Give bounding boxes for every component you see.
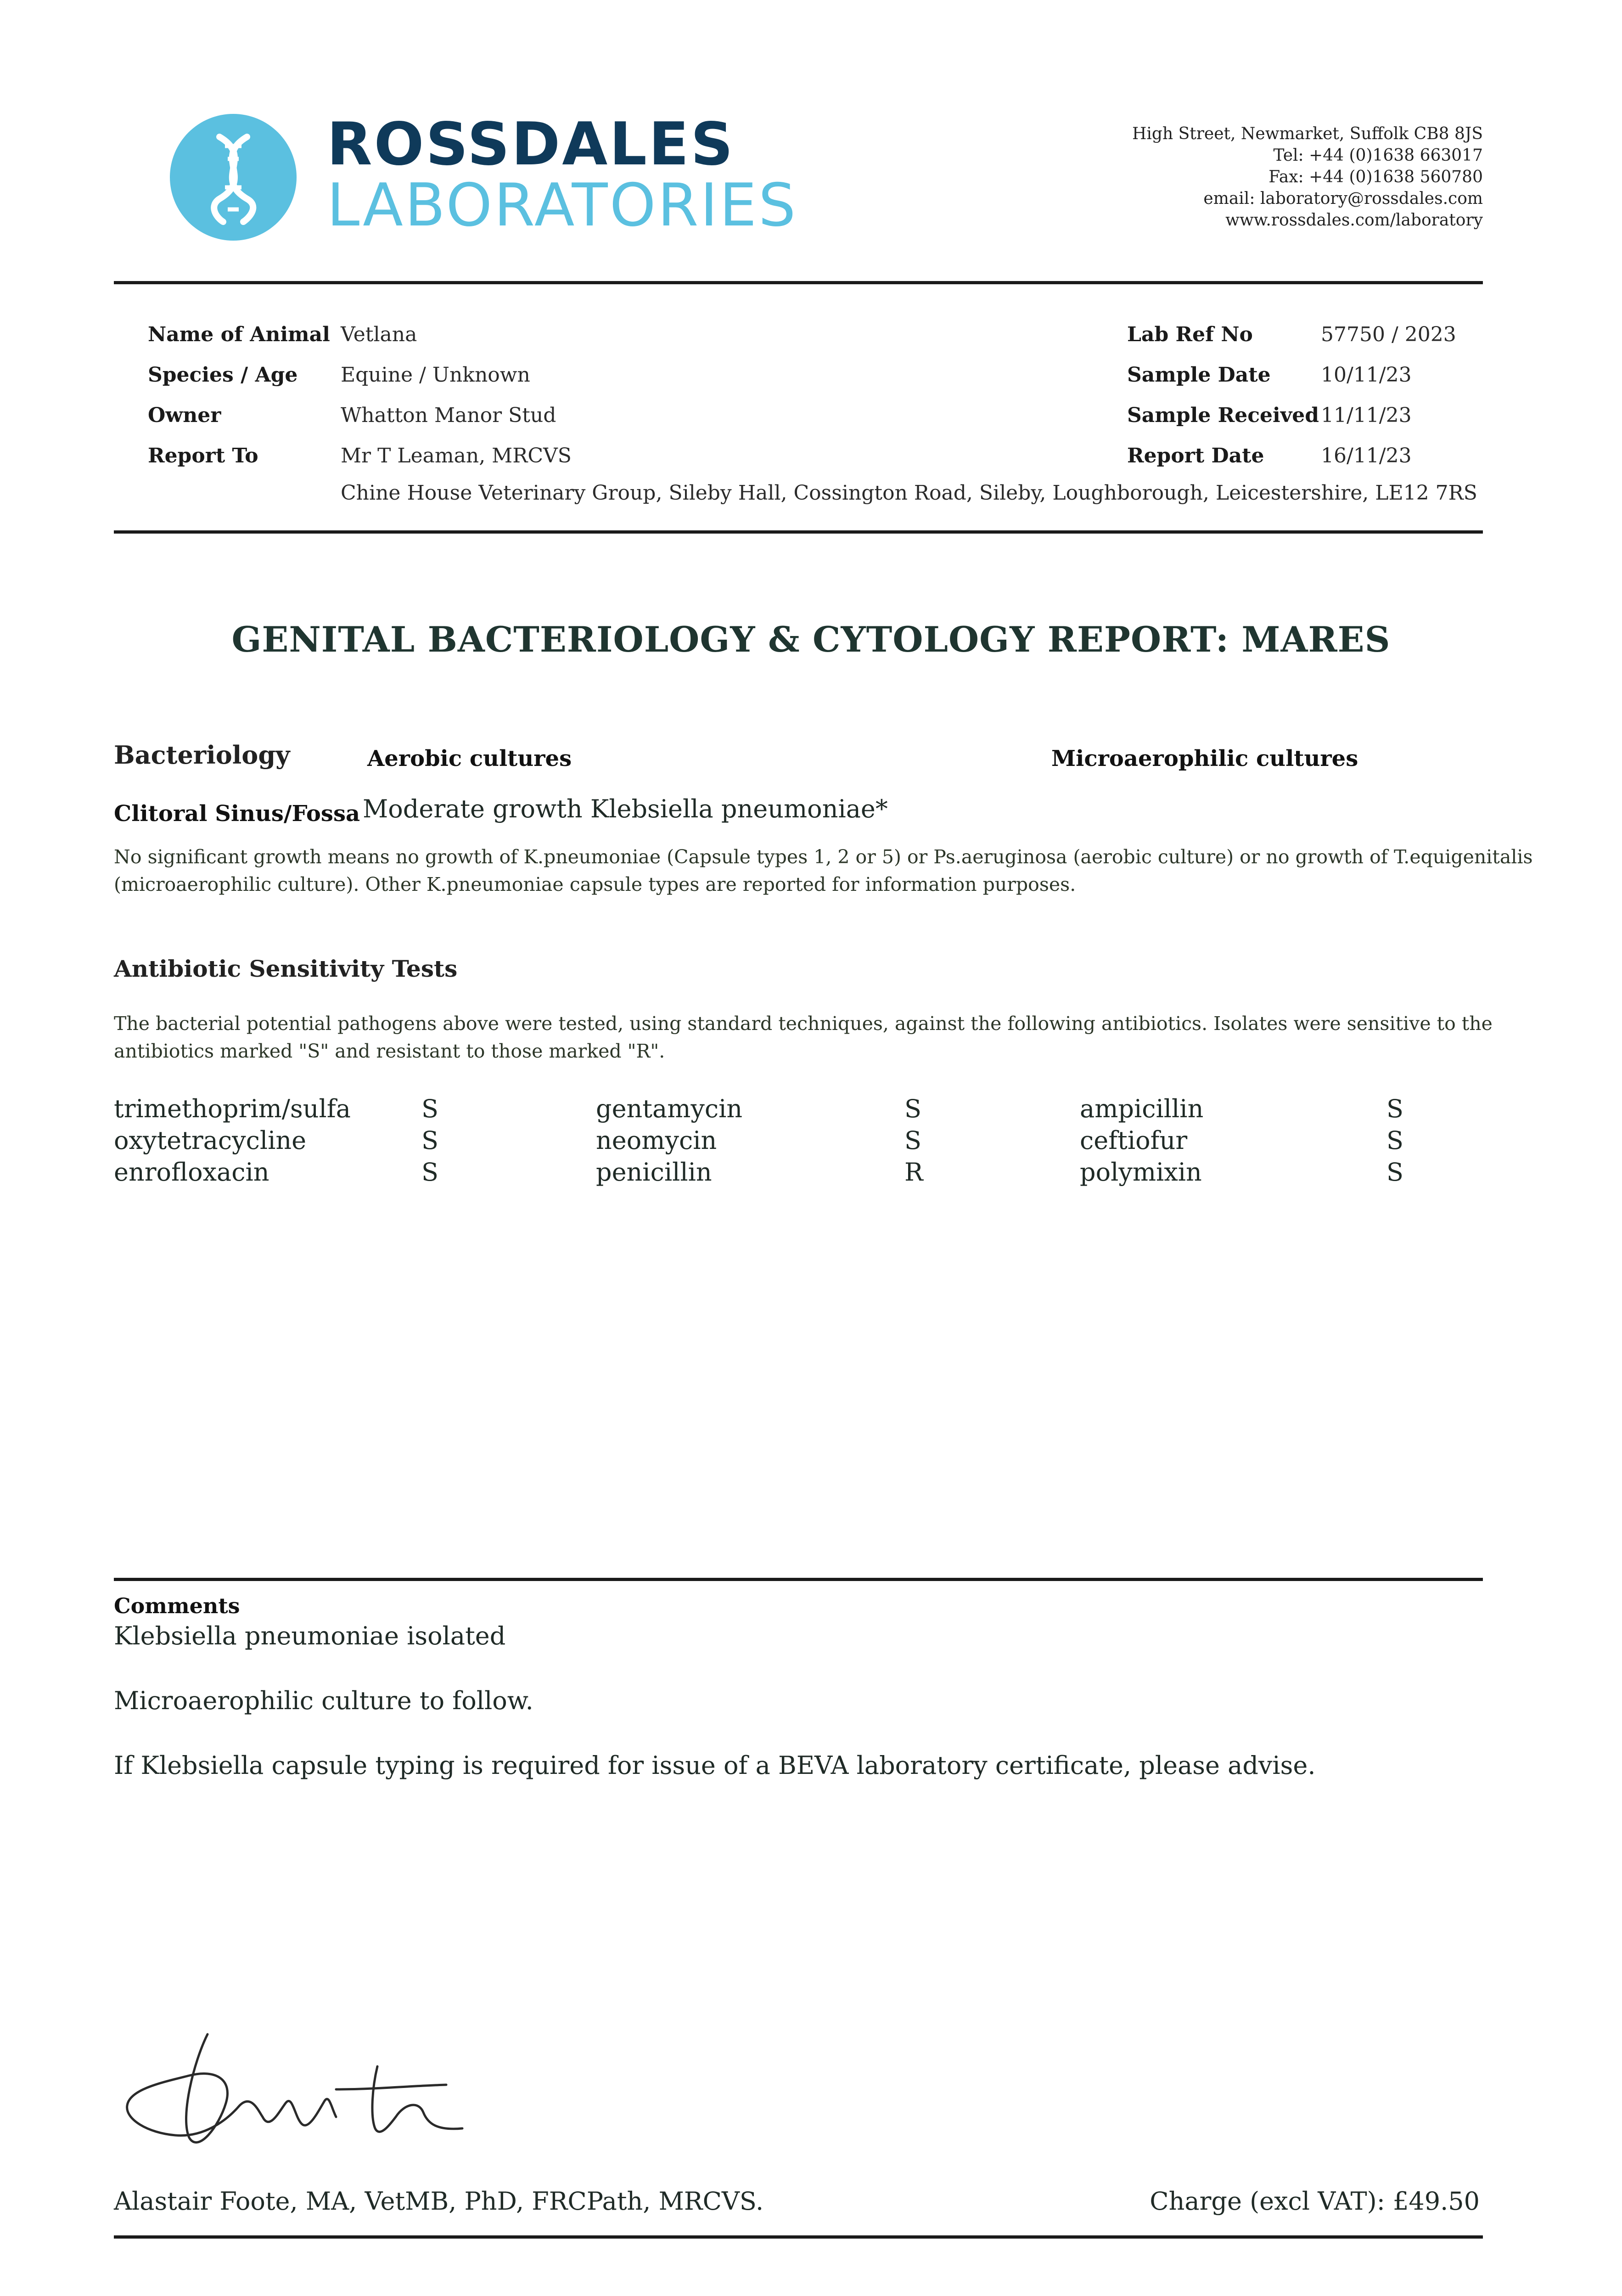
antibiotic-result: S: [904, 1094, 921, 1123]
sample-received-label: Sample Received: [1127, 404, 1319, 427]
antibiotic-name: neomycin: [596, 1126, 717, 1155]
logo: [170, 114, 297, 241]
phone-line: Tel: +44 (0)1638 663017: [1273, 146, 1483, 165]
aerobic-heading: Aerobic cultures: [367, 746, 572, 771]
aerobic-result: Moderate growth Klebsiella pneumoniae*: [363, 794, 888, 823]
bacteriology-note: [114, 843, 1533, 898]
antibiotic-result: S: [904, 1126, 921, 1155]
report-date-value: 16/11/23: [1321, 444, 1412, 467]
brand-name-line1: ROSSDALES: [327, 110, 735, 179]
email-line: email: laboratory@rossdales.com: [1203, 189, 1483, 208]
animal-value: Vetlana: [341, 323, 417, 346]
comment-line: Microaerophilic culture to follow.: [114, 1686, 533, 1715]
report-title: GENITAL BACTERIOLOGY & CYTOLOGY REPORT: MARES: [231, 619, 1391, 660]
report-to-address: Chine House Veterinary Group, Sileby Hall, Cossington Road, Sileby, Loughborough, Leicestershire, LE12 7RS: [341, 481, 1477, 505]
divider: [114, 1578, 1483, 1581]
sensitivity-heading: Antibiotic Sensitivity Tests: [114, 955, 458, 982]
sample-site: Clitoral Sinus/Fossa: [114, 801, 360, 827]
antibiotic-result: S: [421, 1158, 438, 1187]
antibiotic-result: S: [1386, 1158, 1403, 1187]
animal-label: Name of Animal: [148, 323, 330, 346]
sample-received-value: 11/11/23: [1321, 404, 1412, 427]
antibiotic-name: ceftiofur: [1080, 1126, 1188, 1155]
fax-line: Fax: +44 (0)1638 560780: [1268, 168, 1483, 186]
antibiotic-result: S: [1386, 1126, 1403, 1155]
antibiotic-name: ampicillin: [1080, 1094, 1204, 1123]
species-label: Species / Age: [148, 363, 298, 387]
website-line: www.rossdales.com/laboratory: [1225, 211, 1483, 230]
antibiotic-name: enrofloxacin: [114, 1158, 269, 1187]
note-line: antibiotics marked "S" and resistant to those marked "R".: [114, 1040, 665, 1062]
charge: Charge (excl VAT): £49.50: [1150, 2187, 1480, 2216]
divider: [114, 530, 1483, 534]
note-line: (microaerophilic culture). Other K.pneumoniae capsule types are reported for information purposes.: [114, 873, 1076, 895]
brand-name-line2: LABORATORIES: [327, 171, 798, 240]
divider: [114, 2235, 1483, 2239]
microaerophilic-heading: Microaerophilic cultures: [1051, 746, 1358, 771]
antibiotic-result: S: [421, 1094, 438, 1123]
address-line: High Street, Newmarket, Suffolk CB8 8JS: [1132, 124, 1483, 143]
report-date-label: Report Date: [1127, 444, 1264, 467]
antibiotic-name: trimethoprim/sulfa: [114, 1094, 351, 1123]
sensitivity-note: [114, 1010, 1493, 1065]
antibiotic-result: R: [904, 1158, 923, 1187]
lab-ref-label: Lab Ref No: [1127, 323, 1253, 346]
divider: [114, 281, 1483, 284]
comment-line: If Klebsiella capsule typing is required for issue of a BEVA laboratory certificate, please advise.: [114, 1751, 1316, 1780]
antibiotic-result: S: [1386, 1094, 1403, 1123]
bacteriology-heading: Bacteriology: [114, 740, 290, 770]
lab-address: [1132, 123, 1483, 231]
report-to-label: Report To: [148, 444, 258, 467]
antibiotic-name: penicillin: [596, 1158, 712, 1187]
species-value: Equine / Unknown: [341, 363, 530, 387]
note-line: No significant growth means no growth of K.pneumoniae (Capsule types 1, 2 or 5) or Ps.aeruginosa (aerobic culture) or no growth of T.equigenitalis: [114, 846, 1533, 868]
signer-name: Alastair Foote, MA, VetMB, PhD, FRCPath, MRCVS.: [114, 2187, 764, 2216]
antibiotic-name: gentamycin: [596, 1094, 743, 1123]
antibiotic-name: oxytetracycline: [114, 1126, 307, 1155]
antibiotic-result: S: [421, 1126, 438, 1155]
dna-helix-icon: [170, 114, 297, 241]
owner-value: Whatton Manor Stud: [341, 404, 556, 427]
sample-date-label: Sample Date: [1127, 363, 1271, 387]
comment-line: Klebsiella pneumoniae isolated: [114, 1621, 506, 1650]
report-to-value: Mr T Leaman, MRCVS: [341, 444, 572, 467]
note-line: The bacterial potential pathogens above were tested, using standard techniques, against the following antibiotics. Isolates were sensitive to the: [114, 1013, 1493, 1035]
lab-ref-value: 57750 / 2023: [1321, 323, 1456, 346]
sample-date-value: 10/11/23: [1321, 363, 1412, 387]
comments-heading: Comments: [114, 1593, 240, 1618]
owner-label: Owner: [148, 404, 221, 427]
signature: [120, 2025, 469, 2158]
antibiotic-name: polymixin: [1080, 1158, 1202, 1187]
